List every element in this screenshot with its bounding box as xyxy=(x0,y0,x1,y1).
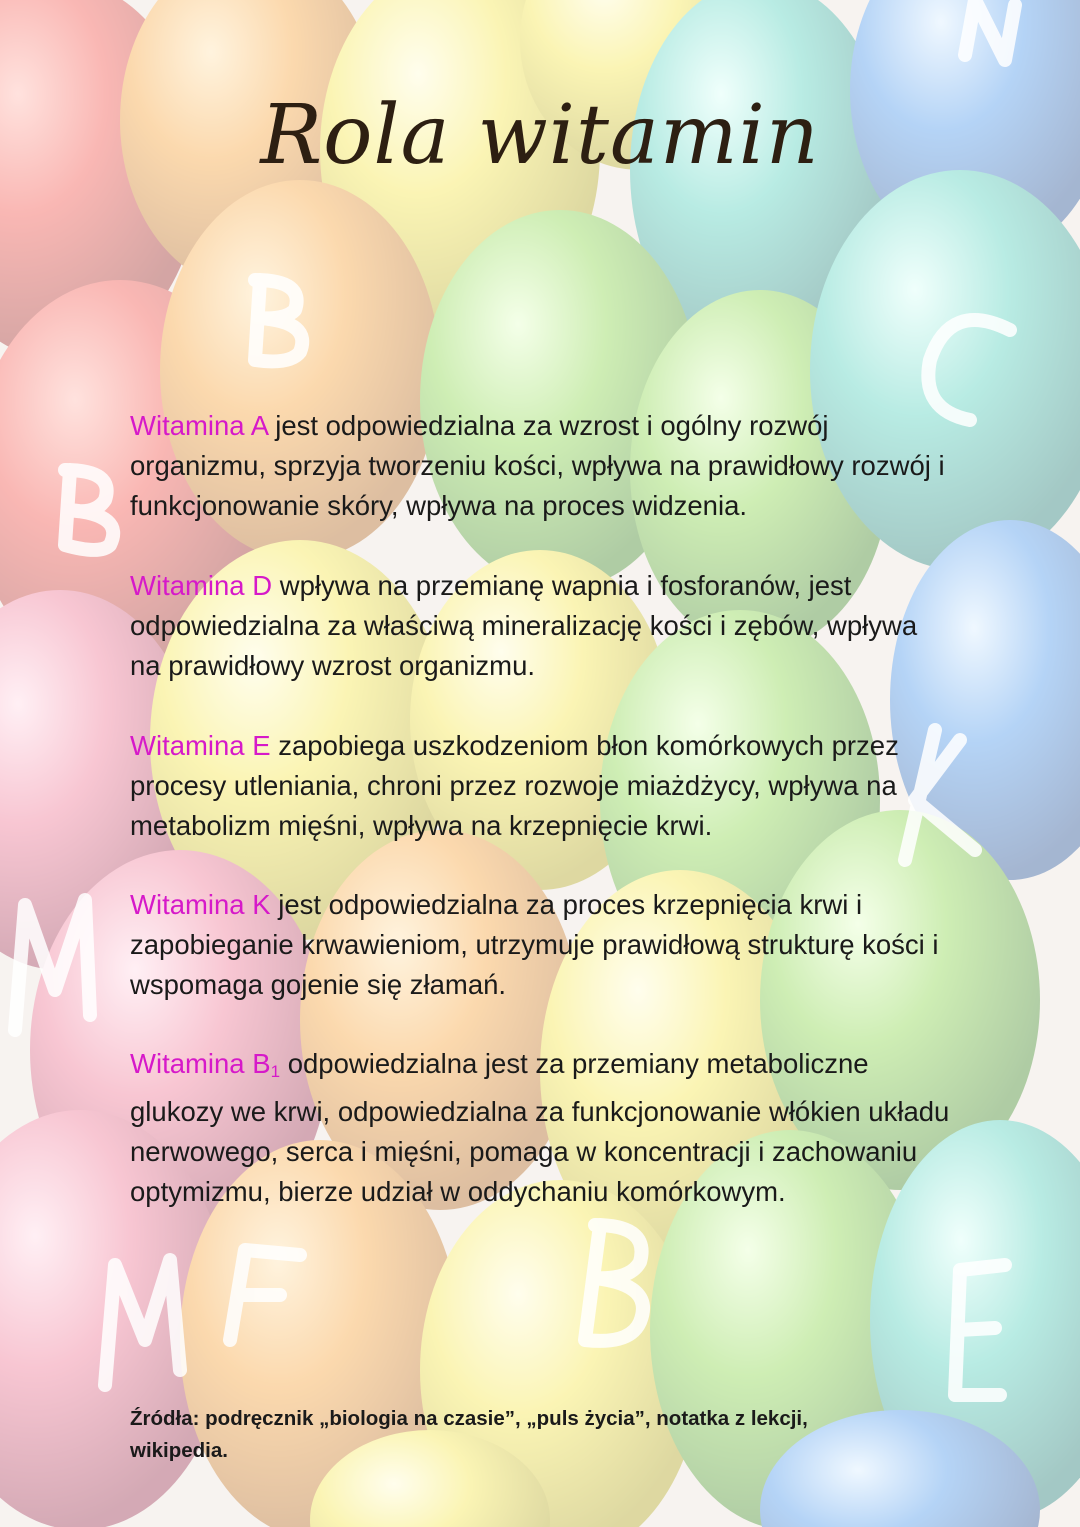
vitamin-k-paragraph xyxy=(130,885,950,1005)
vitamin-e-name: Witamina E xyxy=(130,730,271,761)
vitamin-e-paragraph xyxy=(130,726,950,846)
vitamin-k-name: Witamina K xyxy=(130,889,271,920)
vitamin-b1-name xyxy=(130,1048,280,1079)
vitamin-a-name: Witamina A xyxy=(130,410,268,441)
vitamin-b1-paragraph xyxy=(130,1044,950,1212)
vitamin-e-description: zapobiega uszkodzeniom błon komórkowych przez procesy utleniania, chroni przez rozwoje miażdżycy, wpływa na metabolizm mięśni, wpływa na krzepnięcie krwi. xyxy=(130,730,899,841)
vitamin-a-description: jest odpowiedzialna za wzrost i ogólny rozwój organizmu, sprzyja tworzeniu kości, wpływa na prawidłowy rozwój i funkcjonowanie skóry, wpływa na proces widzenia. xyxy=(130,410,945,521)
vitamin-b1-description: odpowiedzialna jest za przemiany metaboliczne glukozy we krwi, odpowiedzialna za funkcjonowanie włókien układu nerwowego, serca i mięśni, pomaga w koncentracji i zachowaniu optymizmu, bierze udział w oddychaniu komórkowym. xyxy=(130,1048,950,1207)
vitamin-b1-name-text: Witamina B xyxy=(130,1048,271,1079)
vitamin-a-paragraph xyxy=(130,406,950,526)
sources-note: Źródła: podręcznik „biologia na czasie”, „puls życia”, notatka z lekcji, wikipedia. xyxy=(130,1407,808,1462)
page-title: Rola witamin xyxy=(260,88,820,183)
vitamin-d-name: Witamina D xyxy=(130,570,273,601)
vitamin-d-description: wpływa na przemianę wapnia i fosforanów, jest odpowiedzialna za właściwą mineralizację kości i zębów, wpływa na prawidłowy wzrost organizmu. xyxy=(130,570,918,681)
vitamin-d-paragraph xyxy=(130,566,950,686)
vitamin-k-description: jest odpowiedzialna za proces krzepnięcia krwi i zapobieganie krwawieniom, utrzymuje prawidłową strukturę kości i wspomaga gojenie się złamań. xyxy=(130,889,939,1000)
vitamin-b1-subscript: 1 xyxy=(270,1062,281,1081)
